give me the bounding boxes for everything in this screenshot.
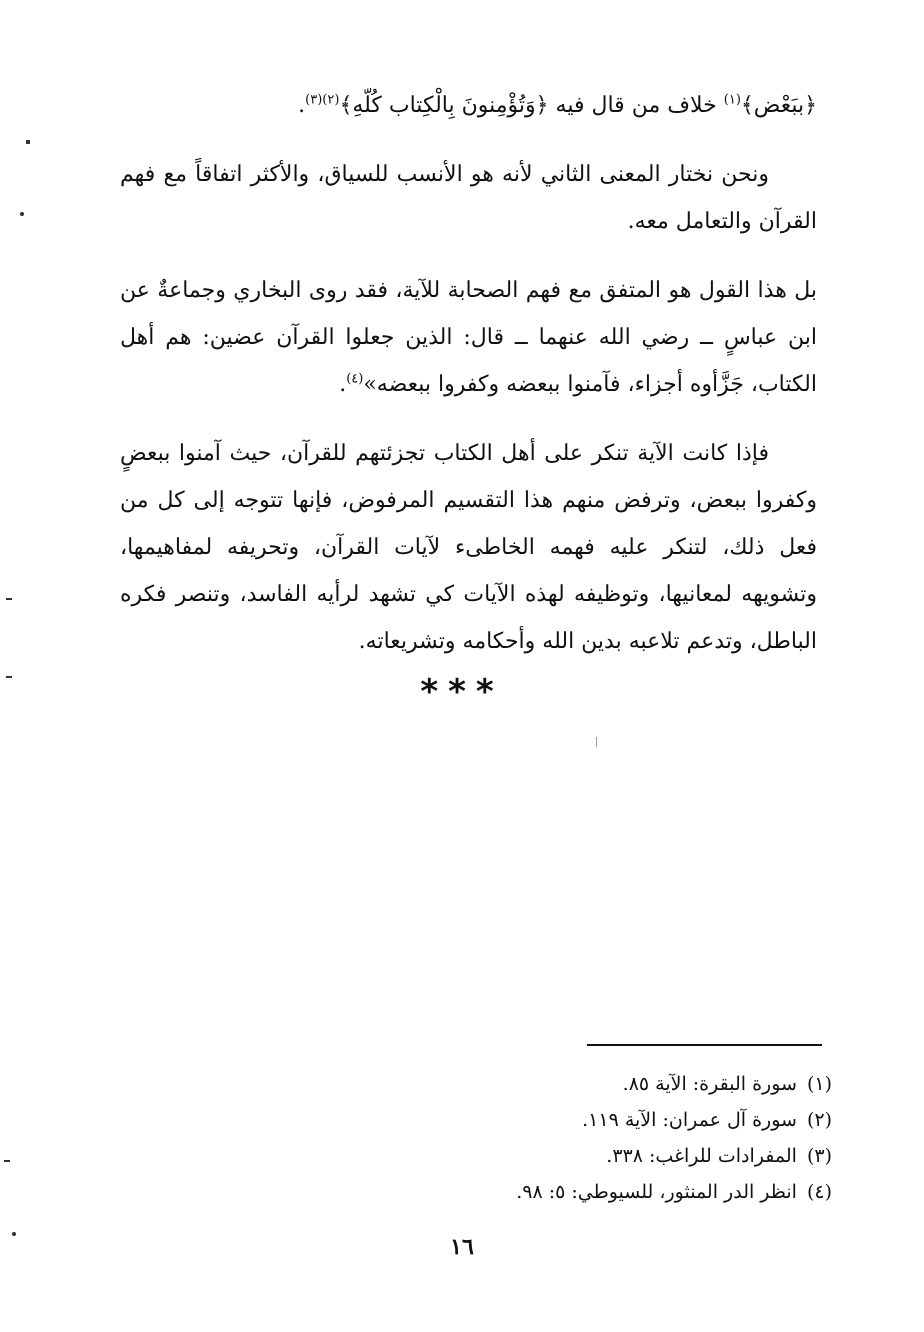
scan-speck	[4, 1160, 10, 1162]
footnotes	[440, 1066, 832, 1210]
scan-speck	[12, 1232, 16, 1236]
paragraph-1	[120, 82, 817, 129]
footnote-divider	[587, 1044, 822, 1046]
footnote-number: (٤)	[806, 1181, 832, 1203]
footnote-1	[440, 1066, 832, 1102]
footnote-number: (٣)	[806, 1145, 832, 1167]
scan-speck	[6, 676, 12, 678]
paragraph-3	[120, 267, 817, 408]
footnote-2	[440, 1102, 832, 1138]
footnote-text: سورة آل عمران: الآية ١١٩.	[582, 1109, 797, 1131]
page-number: ١٦	[450, 1234, 474, 1260]
main-text	[120, 82, 817, 665]
scan-speck	[26, 140, 30, 144]
footnote-3	[440, 1138, 832, 1174]
paragraph-1-end: .	[298, 93, 306, 118]
paragraph-3-text: بل هذا القول هو المتفق مع فهم الصحابة للآية، فقد روى البخاري وجماعةٌ عن ابن عباسٍ ــ رضي الله عنهما ــ قال: الذين جعلوا القرآن عضين: هم أهل الكتاب، جَزَّأوه أجزاء، فآمنوا ببعضه وكفروا ببعضه»	[120, 278, 817, 397]
paragraph-1-text: خلاف من قال فيه ﴿وَتُؤْمِنونَ بِالْكِتاب كُلّهِ﴾	[339, 93, 724, 118]
footnote-text: سورة البقرة: الآية ٨٥.	[622, 1073, 797, 1095]
paragraph-2: ونحن نختار المعنى الثاني لأنه هو الأنسب للسياق، والأكثر اتفاقاً مع فهم القرآن والتعامل معه.	[120, 162, 817, 234]
footnote-4	[440, 1174, 832, 1210]
quran-quote-1: ﴿ببَعْض﴾	[740, 93, 817, 118]
footnote-ref-2-3: (٢)(٣)	[305, 92, 340, 108]
scan-speck	[6, 598, 12, 600]
footnote-number: (١)	[806, 1073, 832, 1095]
scan-speck	[596, 737, 597, 747]
footnote-ref-1: (١)	[723, 92, 741, 108]
footnote-ref-4: (٤)	[346, 371, 364, 387]
footnote-text: انظر الدر المنثور، للسيوطي: ٥: ٩٨.	[516, 1181, 797, 1203]
paragraph-4: فإذا كانت الآية تنكر على أهل الكتاب تجزئتهم للقرآن، حيث آمنوا ببعضٍ وكفروا ببعض، وترفض منهم هذا التقسيم المرفوض، فإنها تتوجه إلى كل من فعل ذلك، لتنكر عليه فهمه الخاطىء لآيات القرآن، وتحريفه لمفاهيمها، وتشويهه لمعانيها، وتوظيفه لهذه الآيات كي تشهد لرأيه الفاسد، وتنصر فكره الباطل، وتدعم تلاعبه بدين الله وأحكامه وتشريعاته.	[120, 441, 817, 654]
section-separator: ***	[420, 672, 504, 712]
footnote-text: المفرادات للراغب: ٣٣٨.	[606, 1145, 797, 1167]
footnote-number: (٢)	[806, 1109, 832, 1131]
paragraph-3-end: .	[339, 372, 347, 397]
scan-speck	[20, 212, 24, 216]
